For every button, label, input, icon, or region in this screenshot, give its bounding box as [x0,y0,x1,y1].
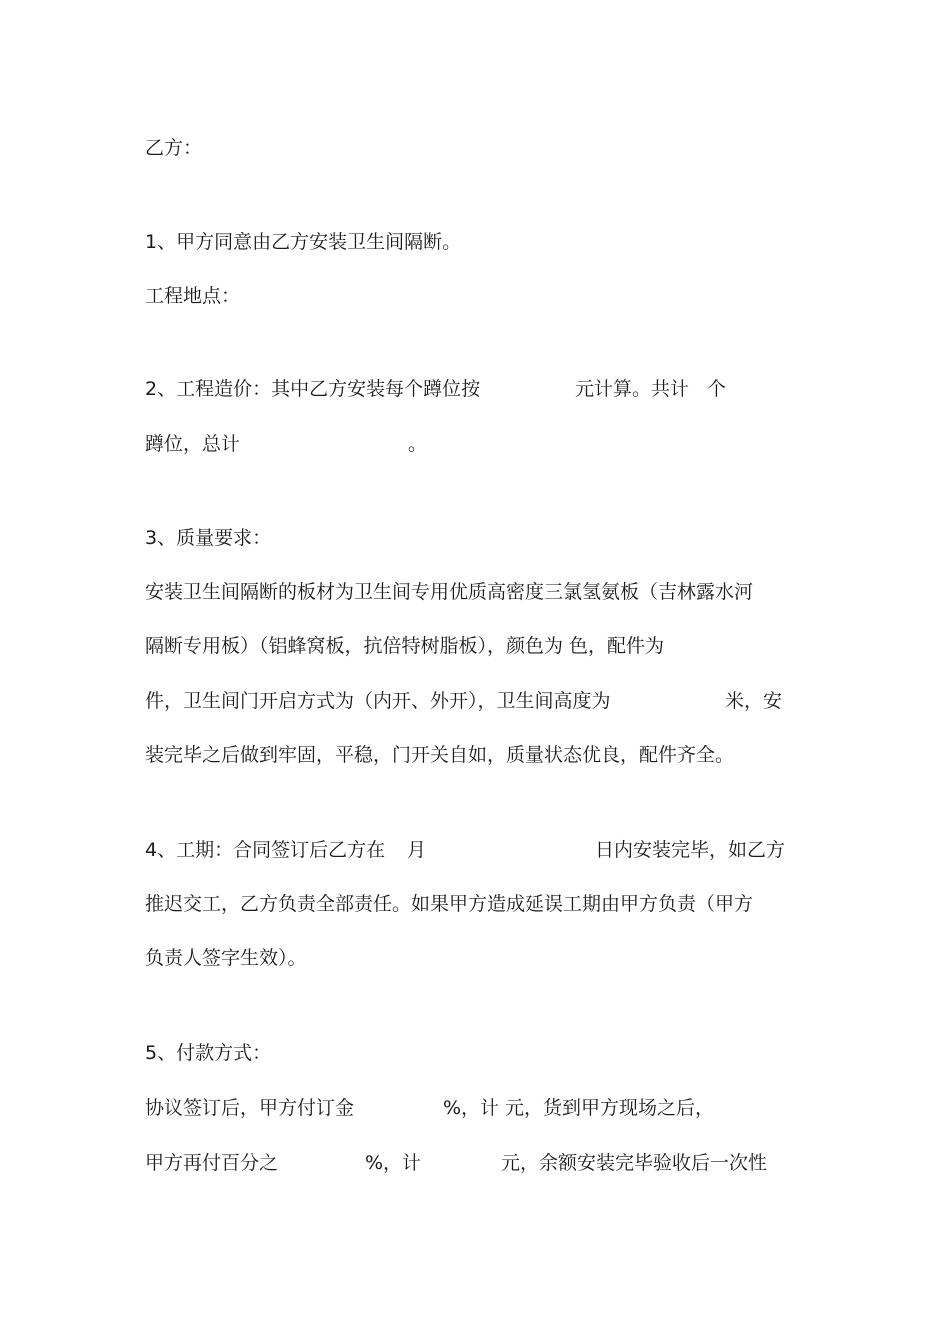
section-3-line-2: 隔断专用板）（铝蜂窝板，抗倍特树脂板），颜色为 色，配件为 [145,635,665,657]
section-4-days-text: 日内安装完毕，如乙方 [595,839,786,861]
section-5-deposit-amount: 元，货到甲方现场之后， [505,1097,715,1119]
section-3-height-unit: 米，安 [725,690,783,712]
section-2-unit-text: 元计算。共计 [575,378,690,400]
section-4-line-2: 推迟交工，乙方负责全部责任。如果甲方造成延误工期由甲方负责（甲方 [145,893,754,915]
party-b-label: 乙方： [145,137,203,159]
section-3-line-4: 装完毕之后做到牢固，平稳，门开关自如，质量状态优良，配件齐全。 [145,744,735,766]
section-4-schedule-text: 4、工期：合同签订后乙方在 [145,839,386,861]
section-4-line-3: 负责人签字生效）。 [145,947,307,969]
section-3-door-text: 件，卫生间门开启方式为（内开、外开），卫生间高度为 [145,690,611,712]
section-2-price-text: 2、工程造价：其中乙方安装每个蹲位按 [145,378,481,400]
section-2-total-text: 蹲位，总计 [145,433,241,455]
section-1-heading: 1、甲方同意由乙方安装卫生间隔断。 [145,231,462,253]
section-5-balance-text: 元，余额安装完毕验收后一次性 [501,1152,768,1174]
section-5-second-percent: %，计 [365,1152,422,1174]
section-5-deposit-text: 协议签订后，甲方付订金 [145,1097,355,1119]
section-2-count-unit: 个 [707,378,727,400]
section-4-month: 月 [407,839,427,861]
section-3-heading: 3、质量要求： [145,527,272,549]
section-5-heading: 5、付款方式： [145,1042,272,1064]
section-5-deposit-percent: %，计 [443,1097,500,1119]
section-3-line-1: 安装卫生间隔断的板材为卫生间专用优质高密度三氯氢氨板（吉林露水河 [145,581,754,603]
project-location-label: 工程地点： [145,285,241,307]
section-5-second-payment-text: 甲方再付百分之 [145,1152,279,1174]
section-2-period: 。 [408,433,428,455]
